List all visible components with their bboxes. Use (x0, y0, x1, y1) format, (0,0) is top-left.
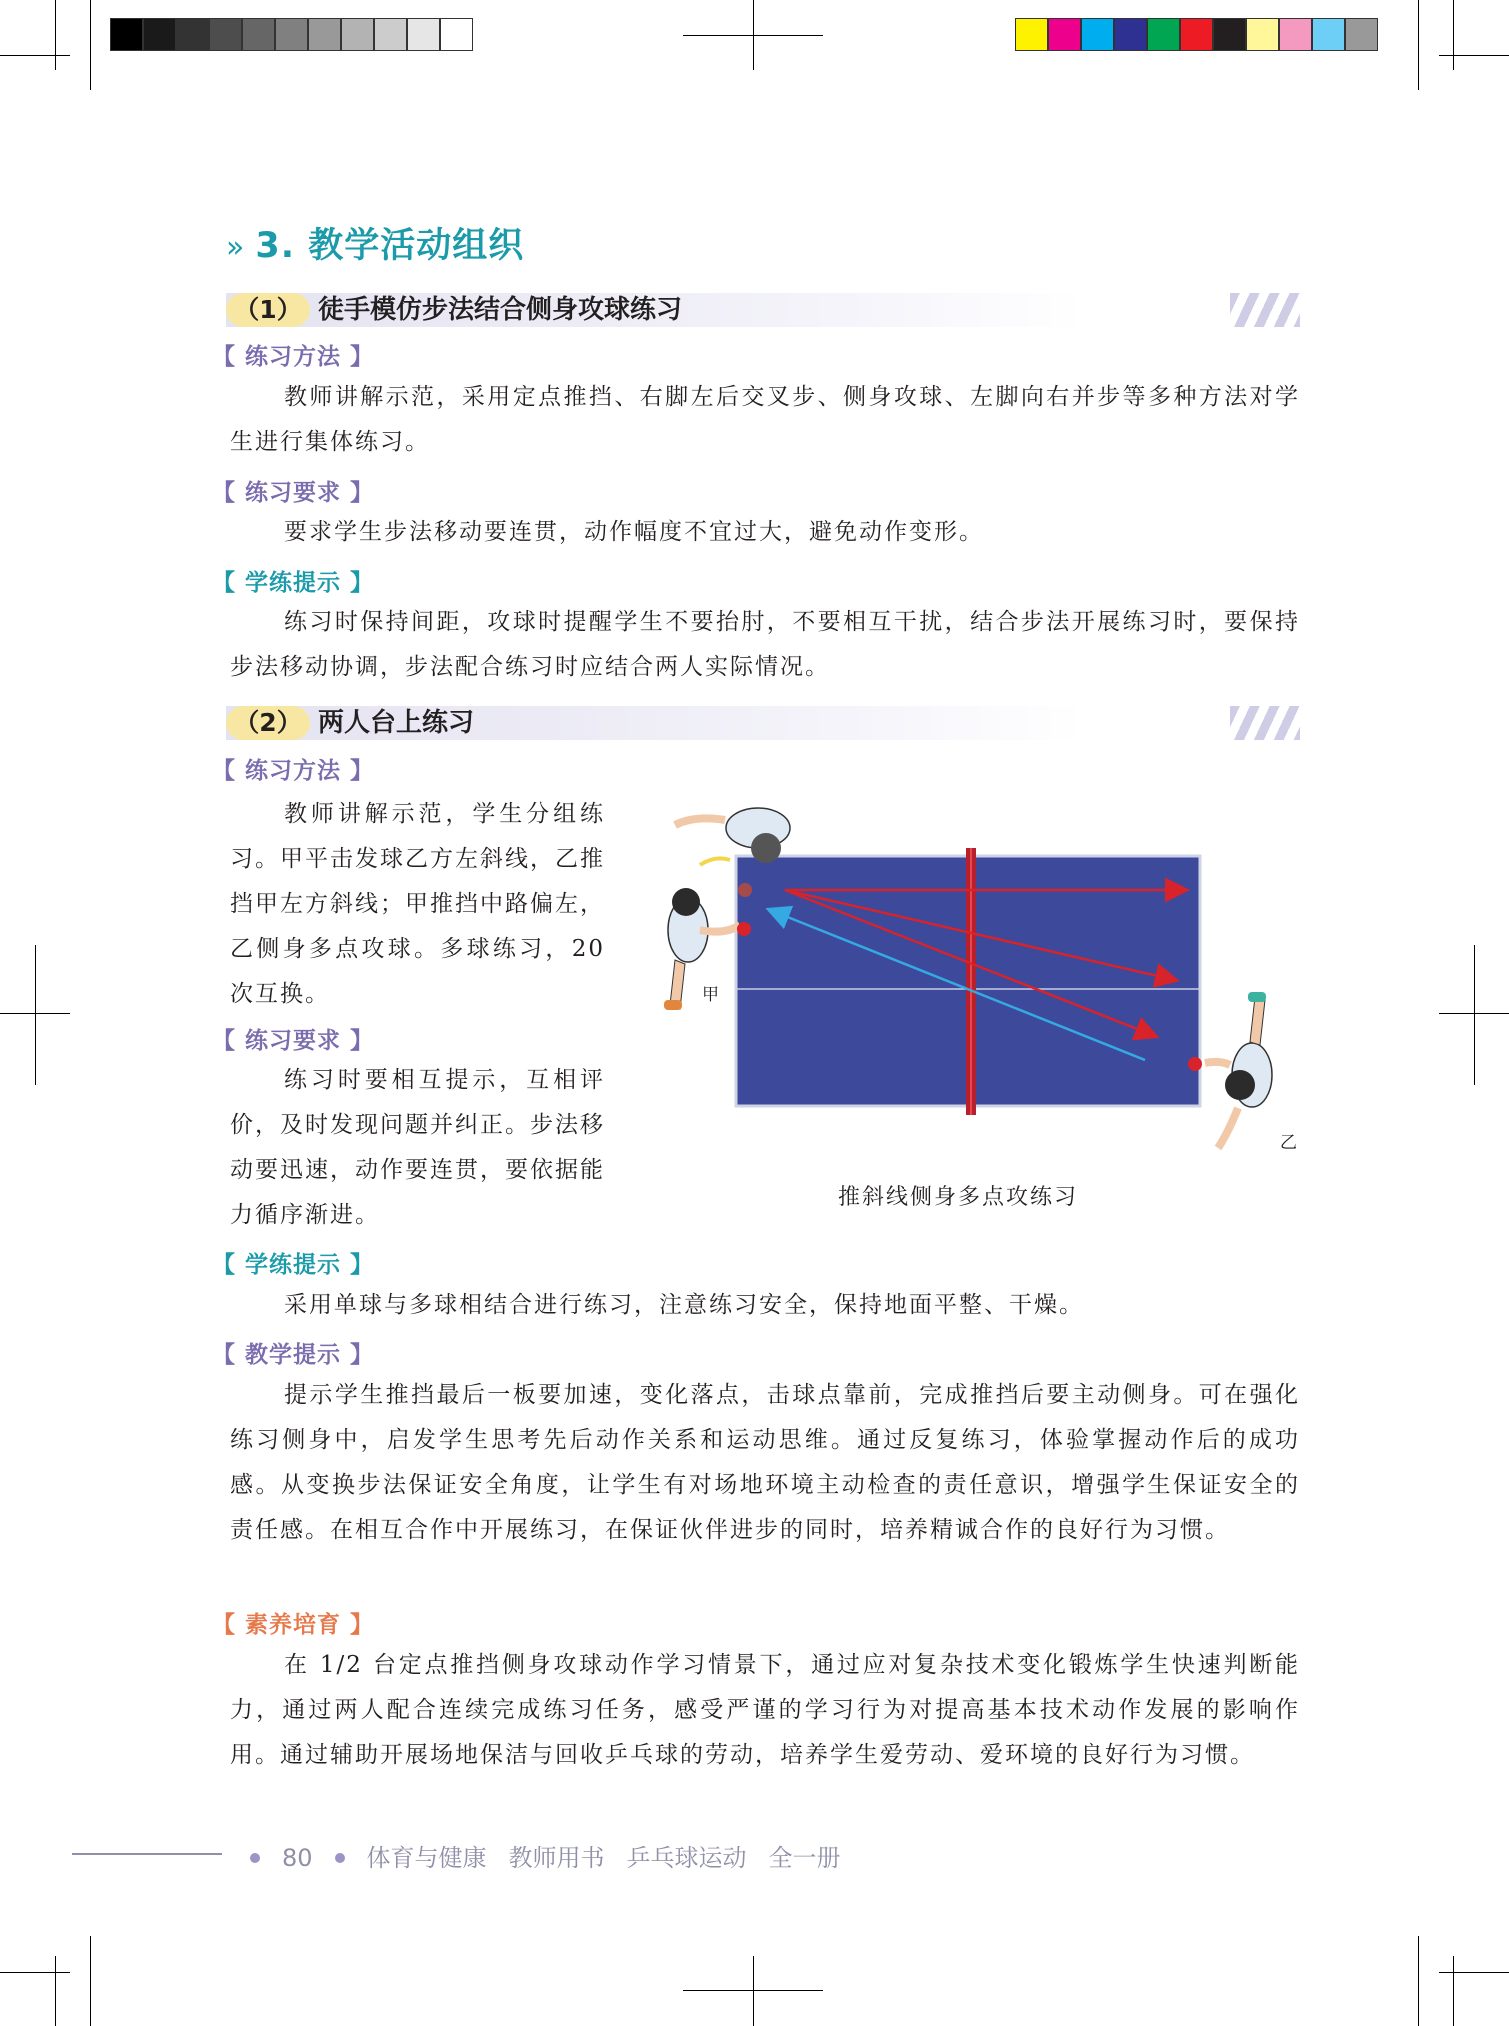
decorative-stripes (1230, 706, 1300, 740)
section-marker: » (226, 230, 246, 265)
sub2-tip-text: 采用单球与多球相结合进行练习，注意练习安全，保持地面平整、干燥。 (284, 1292, 1084, 1318)
footer-book: 体育与健康 (366, 1844, 487, 1872)
sub1-method-tag: 【 练习方法 】 (212, 344, 375, 370)
player-a-label: 甲 (702, 985, 719, 1005)
sub1-requirement-tag: 【 练习要求 】 (212, 480, 375, 506)
subsection-2-title: 两人台上练习 (318, 708, 475, 738)
player-b-label: 乙 (1280, 1133, 1297, 1153)
subsection-1-number: （1） (226, 293, 310, 327)
subsection-1-header (226, 293, 1300, 327)
sub2-requirement-tag: 【 练习要求 】 (212, 1028, 375, 1054)
literacy-tag: 【 素养培育 】 (212, 1612, 375, 1638)
decorative-stripes (1230, 293, 1300, 327)
section-title-text: 3. 教学活动组织 (255, 226, 525, 266)
footer-volume: 全一册 (768, 1844, 841, 1872)
sub2-method-text: 教师讲解示范，学生分组练习。甲平击发球乙方左斜线，乙推挡甲左方斜线；甲推挡中路偏左，乙侧身多点攻球。多球练习，20 次互换。 (230, 801, 605, 1007)
sub2-method-tag: 【 练习方法 】 (212, 758, 375, 784)
sub1-tip-text: 练习时保持间距，攻球时提醒学生不要抬肘，不要相互干扰，结合步法开展练习时，要保持步法移动协调，步法配合练习时应结合两人实际情况。 (230, 609, 1300, 680)
figure-caption: 推斜线侧身多点攻练习 (838, 1185, 1079, 1210)
sub1-requirement-text: 要求学生步法移动要连贯，动作幅度不宜过大，避免动作变形。 (284, 519, 984, 545)
footer-dot (250, 1853, 260, 1863)
literacy-text: 在 1/2 台定点推挡侧身攻球动作学习情景下，通过应对复杂技术变化锻炼学生快速判断能力，通过两人配合连续完成练习任务，感受严谨的学习行为对提高基本技术动作发展的影响作用。通过辅助开展场地保洁与回收乒乓球的劳动，培养学生爱劳动、爱环境的良好行为习惯。 (230, 1652, 1300, 1768)
sub2-requirement-text: 练习时要相互提示，互相评价，及时发现问题并纠正。步法移动要迅速，动作要连贯，要依据能力循序渐进。 (230, 1067, 605, 1228)
footer-rule (72, 1853, 222, 1855)
subsection-2-number: （2） (226, 706, 310, 740)
teaching-tip-tag: 【 教学提示 】 (212, 1342, 375, 1368)
section-title (226, 218, 524, 268)
sub1-method-text: 教师讲解示范，采用定点推挡、右脚左后交叉步、侧身攻球、左脚向右并步等多种方法对学生进行集体练习。 (230, 384, 1300, 455)
sub1-tip-tag: 【 学练提示 】 (212, 570, 375, 596)
footer-topic: 乒乓球运动 (626, 1844, 747, 1872)
table-diagram (640, 790, 1300, 1160)
footer-type: 教师用书 (508, 1844, 605, 1872)
page-footer (250, 1838, 863, 1873)
teaching-tip-text: 提示学生推挡最后一板要加速，变化落点，击球点靠前，完成推挡后要主动侧身。可在强化练习侧身中，启发学生思考先后动作关系和运动思维。通过反复练习，体验掌握动作后的成功感。从变换步法保证安全角度，让学生有对场地环境主动检查的责任意识，增强学生保证安全的责任感。在相互合作中开展练习，在保证伙伴进步的同时，培养精诚合作的良好行为习惯。 (230, 1382, 1300, 1543)
subsection-1-title: 徒手模仿步法结合侧身攻球练习 (318, 295, 683, 325)
footer-dot (335, 1853, 345, 1863)
page-number: 80 (282, 1844, 313, 1872)
table-tennis-figure (640, 790, 1300, 1160)
subsection-2-header (226, 706, 1300, 740)
sub2-tip-tag: 【 学练提示 】 (212, 1252, 375, 1278)
